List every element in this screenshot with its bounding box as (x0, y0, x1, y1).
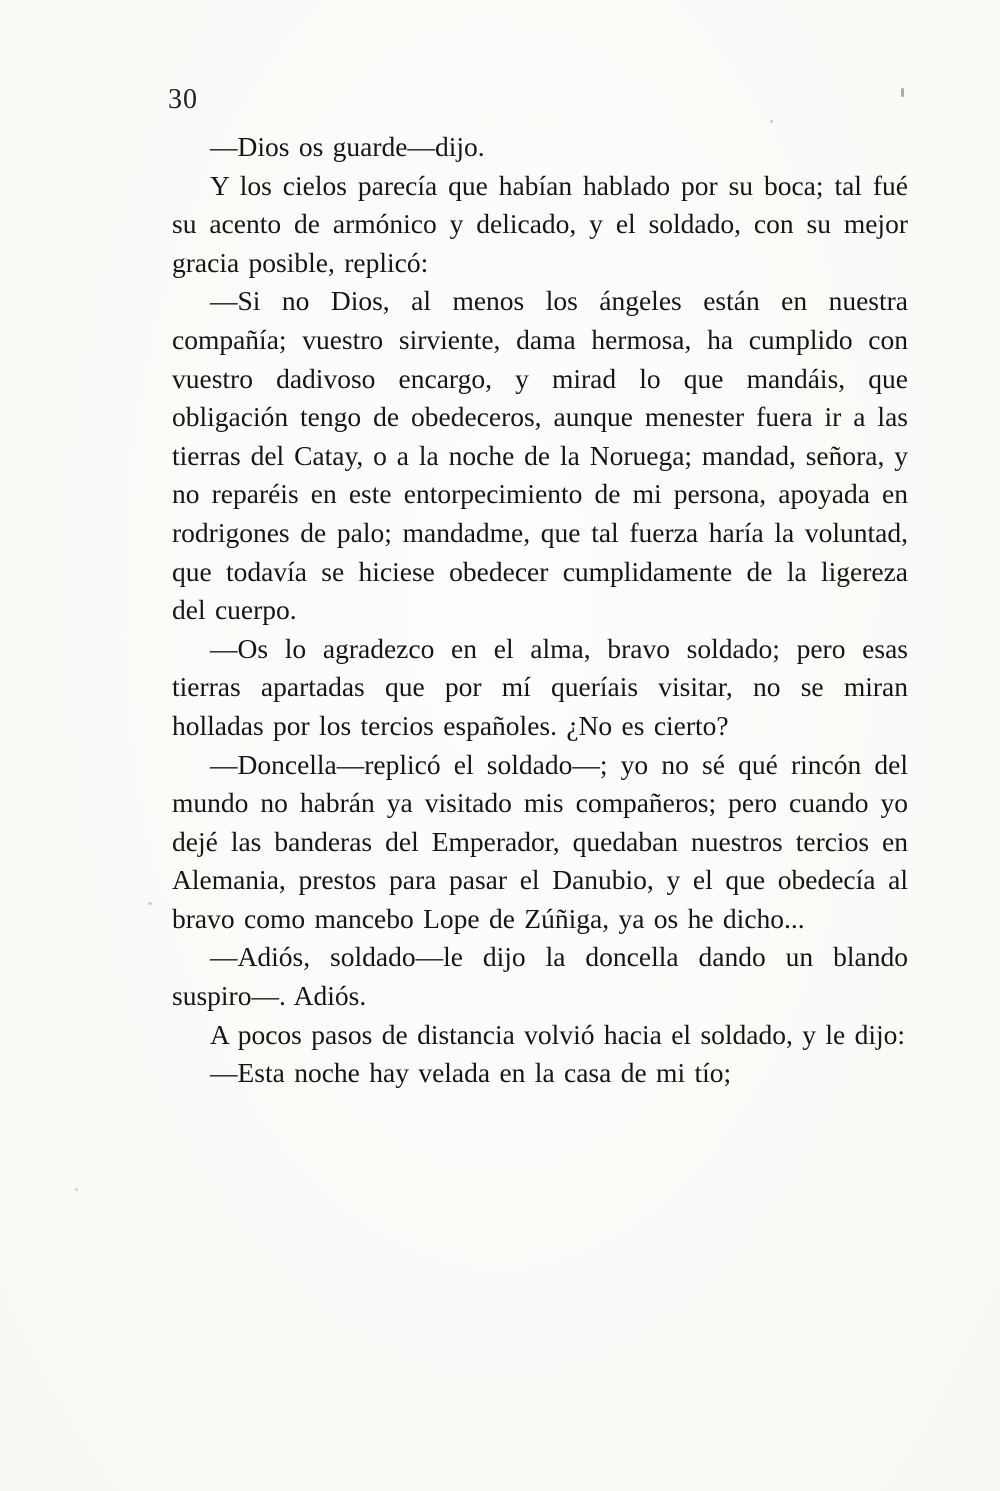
paragraph: Y los cielos parecía que habían hablado por su boca; tal fué su acento de armónico y delicado, y el soldado, con su mejor gracia posible, replicó: (172, 169, 908, 278)
paragraph: —Adiós, soldado—le dijo la doncella dando un blando suspiro—. Adiós. (172, 941, 908, 1012)
scan-speck (770, 120, 773, 123)
scan-speck (75, 1188, 78, 1191)
scan-speck (148, 902, 152, 905)
paragraph: —Doncella—replicó el soldado—; yo no sé qué rincón del mundo no habrán ya visitado mis compañeros; pero cuando yo dejé las banderas del Emperador, quedaban nuestros tercios en Alemania, prestos para pasar el Danubio, y el que obedecía al bravo como mancebo Lope de Zúñiga, ya os he dicho... (172, 748, 908, 934)
paragraph: —Dios os guarde—dijo. (210, 131, 485, 162)
page-number: 30 (168, 84, 198, 115)
paragraph: —Esta noche hay velada en la casa de mi tío; (210, 1057, 732, 1089)
scan-speck (901, 88, 904, 97)
paragraph: —Os lo agradezco en el alma, bravo soldado; pero esas tierras apartadas que por mí queríais visitar, no se miran holladas por los tercios españoles. ¿No es cierto? (172, 632, 908, 741)
text-block (172, 128, 908, 1093)
paragraph: A pocos pasos de distancia volvió hacia el soldado, y le dijo: (210, 1018, 906, 1050)
paragraph: —Si no Dios, al menos los ángeles están en nuestra compañía; vuestro sirviente, dama hermosa, ha cumplido con vuestro dadivoso encargo, y mirad lo que mandáis, que obligación tengo de obedeceros, aunque menester fuera ir a las tierras del Catay, o a la noche de la Noruega; mandad, señora, y no reparéis en este entorpecimiento de mi persona, apoyada en rodrigones de palo; mandadme, que tal fuerza haría la voluntad, que todavía se hiciese obedecer cumplidamente de la ligereza del cuerpo. (172, 285, 908, 626)
